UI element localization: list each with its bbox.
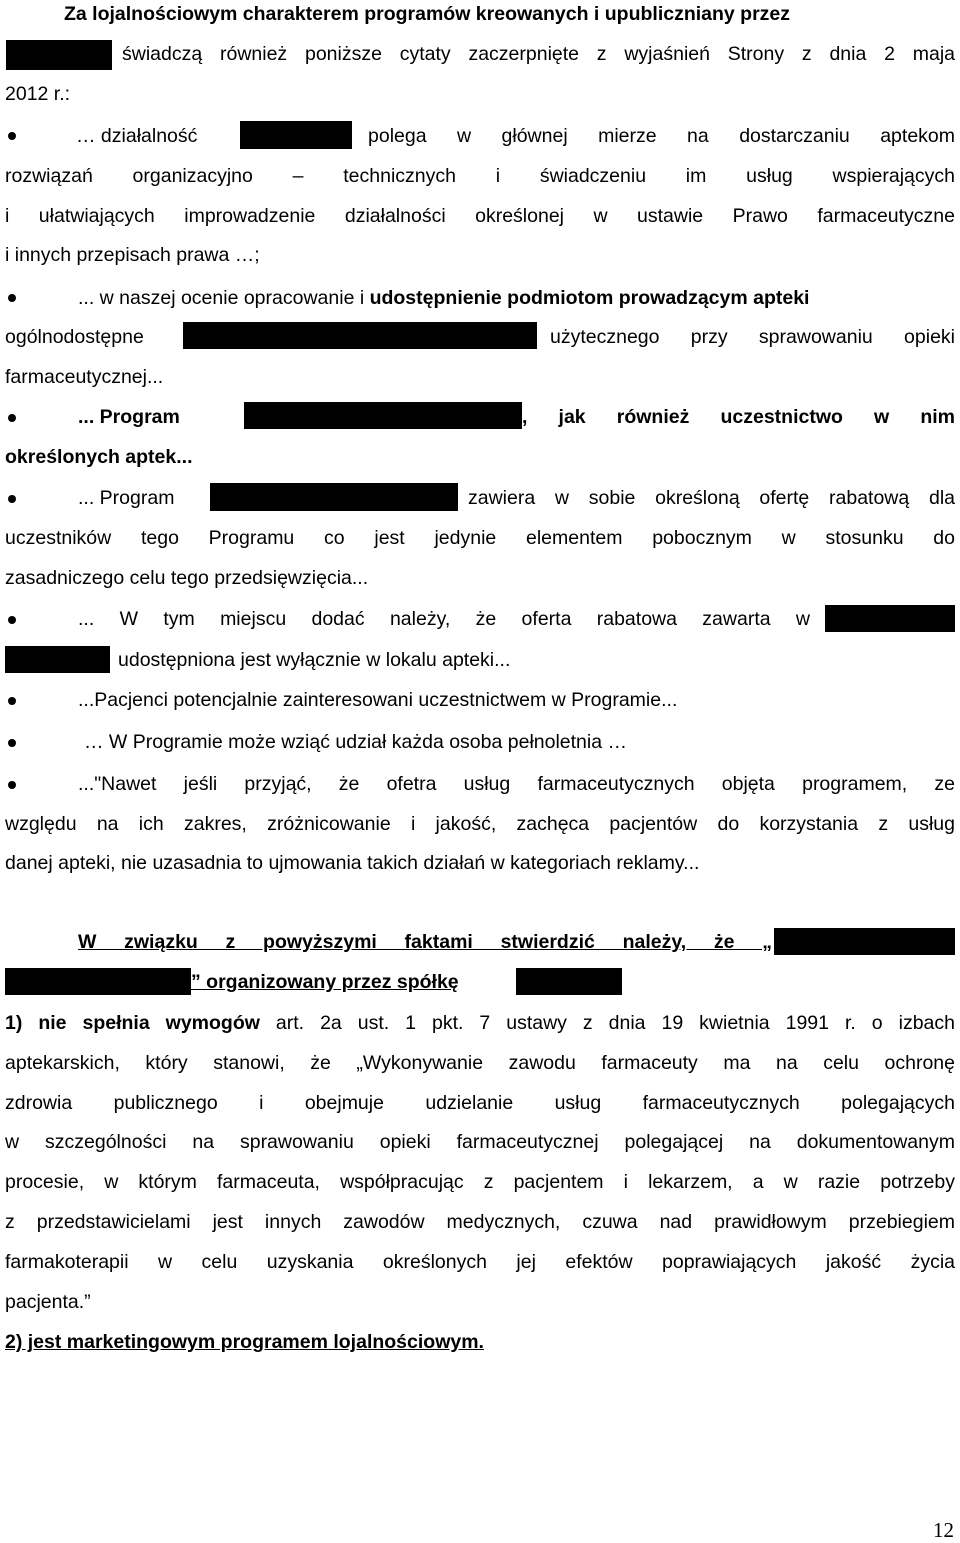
intro-line-3: 2012 r.: bbox=[5, 83, 71, 105]
quote2-part-c: ogólnodostępne bbox=[5, 326, 144, 348]
conclusion-point-1: 1) nie spełnia wymogów art. 2a ust. 1 pkt. 7 ustawy z dnia 19 kwietnia 1991 r. o izbach bbox=[5, 1012, 955, 1034]
page-number: 12 bbox=[933, 1518, 954, 1542]
bullet-icon bbox=[8, 294, 16, 302]
quote3-part-b: , jak również uczestnictwo w nim bbox=[522, 406, 955, 428]
quote1-part-b: polega w głównej mierze na dostarczaniu aptekom bbox=[368, 125, 955, 147]
quote8-line-1: ..."Nawet jeśli przyjąć, że ofetra usług farmaceutycznych objęta programem, ze bbox=[78, 773, 955, 795]
conclusion-line-6: z przedstawicielami jest innych zawodów medycznych, czuwa nad prawidłowym przebiegiem bbox=[5, 1211, 955, 1233]
conclusion-line-4: w szczególności na sprawowaniu opieki farmaceutycznej polegającej na dokumentowanym bbox=[5, 1131, 955, 1153]
quote8-line-3: danej apteki, nie uzasadnia to ujmowania takich działań w kategoriach reklamy... bbox=[5, 852, 700, 874]
quote1-part-a: … działalność bbox=[76, 125, 198, 147]
quote3-part-a: ... Program bbox=[78, 406, 180, 428]
quote4-part-b: zawiera w sobie określoną ofertę rabatową dla bbox=[468, 487, 955, 509]
intro-line-1: Za lojalnościowym charakterem programów kreowanych i upubliczniany przez bbox=[64, 3, 791, 25]
quote1-line-4: i innych przepisach prawa …; bbox=[5, 244, 260, 266]
conclusion-line-8: pacjenta.” bbox=[5, 1291, 91, 1313]
quote4-line-2: uczestników tego Programu co jest jedynie elementem pobocznym w stosunku do bbox=[5, 527, 955, 549]
redaction-block bbox=[210, 483, 458, 511]
bullet-icon bbox=[8, 781, 16, 789]
quote6-line: ...Pacjenci potencjalnie zainteresowani uczestnictwem w Programie... bbox=[78, 689, 678, 711]
quote2-line-1: ... w naszej ocenie opracowanie i udostępnienie podmiotom prowadzącym apteki bbox=[78, 287, 810, 309]
bullet-icon bbox=[8, 616, 16, 624]
redaction-block bbox=[244, 402, 522, 429]
bullet-icon bbox=[8, 495, 16, 503]
conclusion-line-3: zdrowia publicznego i obejmuje udzielanie usług farmaceutycznych polegających bbox=[5, 1092, 955, 1114]
quote5-line-2: udostępniona jest wyłącznie w lokalu apteki... bbox=[118, 649, 511, 671]
quote8-line-2: względu na ich zakres, zróżnicowanie i jakość, zachęca pacjentów do korzystania z usług bbox=[5, 813, 955, 835]
quote3-line-2: określonych aptek... bbox=[5, 446, 193, 468]
quote1-line-3: i ułatwiających improwadzenie działalności określonej w ustawie Prawo farmaceutyczne bbox=[5, 205, 955, 227]
redaction-block bbox=[516, 968, 622, 995]
redaction-block bbox=[825, 605, 955, 632]
conclusion-line-5: procesie, w którym farmaceuta, współpracując z pacjentem i lekarzem, a w razie potrzeby bbox=[5, 1171, 955, 1193]
intro-line-2: świadczą również poniższe cytaty zaczerpnięte z wyjaśnień Strony z dnia 2 maja bbox=[122, 43, 955, 65]
bullet-icon bbox=[8, 697, 16, 705]
redaction-block bbox=[183, 322, 537, 349]
redaction-block bbox=[5, 968, 191, 995]
redaction-block bbox=[6, 40, 112, 70]
bullet-icon bbox=[8, 414, 16, 422]
redaction-block bbox=[5, 646, 110, 673]
quote4-part-a: ... Program bbox=[78, 487, 175, 509]
quote7-line: … W Programie może wziąć udział każda osoba pełnoletnia … bbox=[84, 731, 628, 753]
redaction-block bbox=[774, 928, 955, 955]
quote2-part-d: użytecznego przy sprawowaniu opieki bbox=[550, 326, 955, 348]
quote1-line-2: rozwiązań organizacyjno – technicznych i świadczeniu im usług wspierających bbox=[5, 165, 955, 187]
bullet-icon bbox=[8, 132, 16, 140]
quote5-line-1: ... W tym miejscu dodać należy, że oferta rabatowa zawarta w bbox=[78, 608, 810, 630]
quote4-line-3: zasadniczego celu tego przedsięwzięcia... bbox=[5, 567, 369, 589]
redaction-block bbox=[240, 121, 352, 149]
conclusion-line-7: farmakoterapii w celu uzyskania określonych jej efektów poprawiających jakość życia bbox=[5, 1251, 955, 1273]
quote2-line-3: farmaceutycznej... bbox=[5, 366, 164, 388]
conclusion-point-2: 2) jest marketingowym programem lojalnościowym. bbox=[5, 1331, 484, 1353]
conclusion-heading-1: W związku z powyższymi faktami stwierdzić należy, że „ bbox=[78, 931, 772, 953]
conclusion-line-2: aptekarskich, który stanowi, że „Wykonywanie zawodu farmaceuty ma na celu ochronę bbox=[5, 1052, 955, 1074]
conclusion-heading-2: ” organizowany przez spółkę bbox=[191, 971, 459, 993]
bullet-icon bbox=[8, 739, 16, 747]
